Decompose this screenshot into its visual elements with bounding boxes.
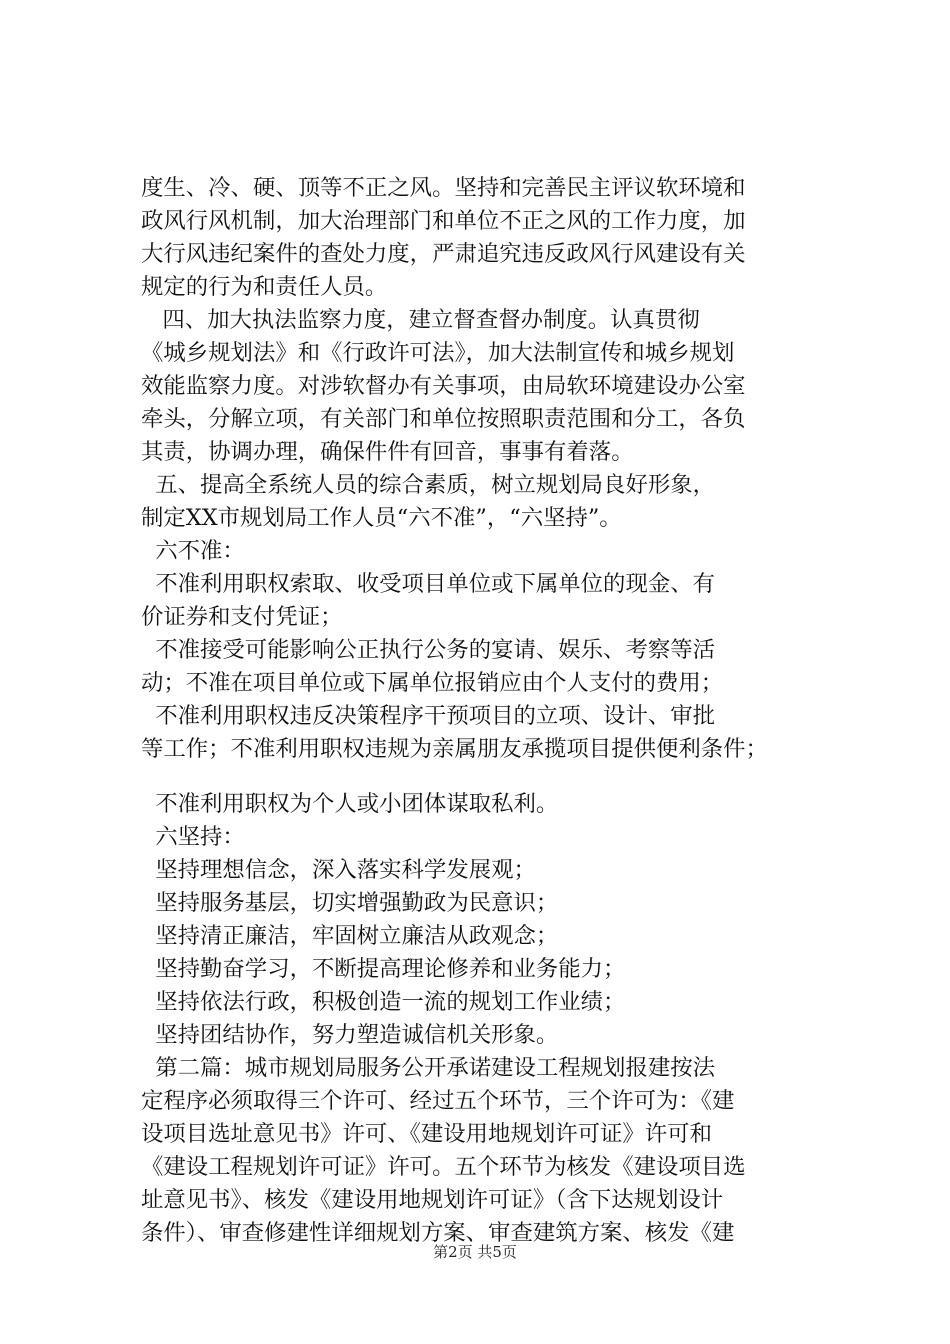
text-line: 坚持清正廉洁，牢固树立廉洁从政观念； (141, 923, 559, 949)
text-line: 度生、冷、硬、顶等不正之风。坚持和完善民主评议软环境和 (141, 175, 746, 201)
text-line: 不准利用职权索取、收受项目单位或下属单位的现金、有 (141, 571, 715, 597)
text-line: 不准利用职权违反决策程序干预项目的立项、设计、审批 (141, 703, 715, 729)
text-line: 牵头，分解立项，有关部门和单位按照职责范围和分工，各负 (141, 406, 746, 432)
text-line: 坚持理想信念，深入落实科学发展观； (141, 857, 536, 883)
text-line: 动；不准在项目单位或下属单位报销应由个人支付的费用； (141, 670, 724, 696)
text-line: 等工作；不准利用职权违规为亲属朋友承揽项目提供便利条件； (141, 736, 768, 762)
text-line: 五、提高全系统人员的综合素质，树立规划局良好形象， (141, 472, 715, 498)
document-body (141, 172, 841, 1250)
text-line: 效能监察力度。对涉软督办有关事项，由局软环境建设办公室 (141, 373, 746, 399)
text-line: 条件）、审查修建性详细规划方案、审查建筑方案、核发《建 (141, 1220, 735, 1246)
text-line: 六坚持： (141, 824, 245, 850)
text-line: 坚持依法行政，积极创造一流的规划工作业绩； (141, 989, 626, 1015)
text-line: 定程序必须取得三个许可、经过五个环节，三个许可为：《建 (141, 1088, 735, 1114)
text-line: 《城乡规划法》和《行政许可法》，加大法制宣传和城乡规划 (141, 340, 735, 366)
page-footer: 第2页 共5页 (433, 1243, 517, 1261)
text-line: 价证券和支付凭证； (141, 604, 343, 630)
text-line: 坚持服务基层，切实增强勤政为民意识； (141, 890, 559, 916)
text-line: 《建设工程规划许可证》许可。五个环节为核发《建设项目选 (141, 1154, 746, 1180)
text-line: 六不准： (141, 538, 245, 564)
text-line: 四、加大执法监察力度，建立督查督办制度。认真贯彻 (141, 307, 700, 333)
text-line: 政风行风机制，加大治理部门和单位不正之风的工作力度，加 (141, 208, 746, 234)
text-line: 设项目选址意见书》许可、《建设用地规划许可证》许可和 (141, 1121, 712, 1147)
text-line: 坚持勤奋学习，不断提高理论修养和业务能力； (141, 956, 626, 982)
text-line: 规定的行为和责任人员。 (141, 274, 388, 300)
text-line: 制定XX市规划局工作人员“六不准”，“六坚持”。 (141, 505, 622, 531)
text-line: 其责，协调办理，确保件件有回音，事事有着落。 (141, 439, 634, 465)
text-line: 大行风违纪案件的查处力度，严肃追究违反政风行风建设有关 (141, 241, 746, 267)
text-line: 第二篇：城市规划局服务公开承诺建设工程规划报建按法 (141, 1055, 715, 1081)
text-line: 不准接受可能影响公正执行公务的宴请、娱乐、考察等活 (141, 637, 715, 663)
text-line: 坚持团结协作，努力塑造诚信机关形象。 (141, 1022, 559, 1048)
text-line: 址意见书》、核发《建设用地规划许可证》（含下达规划设计 (141, 1187, 724, 1213)
text-line: 不准利用职权为个人或小团体谋取私利。 (141, 791, 559, 817)
blank-line (141, 766, 841, 788)
